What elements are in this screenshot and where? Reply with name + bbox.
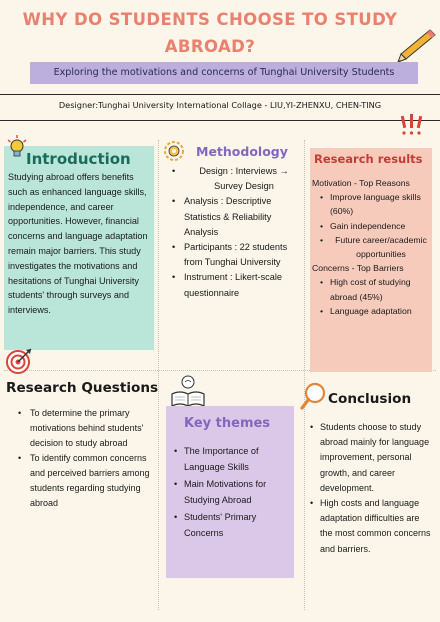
- open-book-icon: [168, 374, 208, 410]
- motivation-label: Motivation - Top Reasons: [312, 178, 410, 188]
- magnifier-icon: [300, 380, 328, 412]
- conclusion-item: • Students choose to study abroad mainly for language improvement, personal growth, and career development.: [308, 420, 434, 496]
- concern-item: • Language adaptation: [318, 304, 432, 318]
- conclusion-item: • High costs and language adaptation difficulties are the most common concerns and barriers.: [308, 496, 434, 557]
- pencil-icon: [396, 28, 436, 64]
- methodology-heading: Methodology: [196, 144, 288, 159]
- research-results-body: [312, 176, 432, 318]
- gears-icon: [162, 138, 188, 164]
- exclamation-icon: [398, 112, 426, 136]
- lightbulb-icon: [6, 134, 28, 162]
- motivation-item: • Improve language skills (60%): [318, 190, 432, 218]
- designer-credit: Designer:Tunghai University International Collage - LIU,YI-ZHENXU, CHEN-TING: [58, 100, 382, 110]
- key-theme-item: • Main Motivations for Studying Abroad: [174, 477, 296, 508]
- methodology-item: • Participants : 22 students from Tunghai University: [172, 240, 304, 270]
- introduction-heading: Introduction: [26, 150, 131, 168]
- research-questions-heading: Research Questions: [6, 380, 159, 396]
- research-results-heading: Research results: [314, 152, 423, 166]
- research-question-item: • To identify common concerns and perceived barriers among students regarding studying abroad: [12, 451, 152, 511]
- target-icon: [4, 346, 34, 376]
- motivation-item: • Gain independence: [318, 219, 432, 233]
- key-themes-heading: Key themes: [184, 416, 271, 431]
- methodology-item: • Design : Interviews → Survey Design: [172, 164, 304, 194]
- page-title: WHY DO STUDENTS CHOOSE TO STUDY ABROAD?: [22, 10, 398, 56]
- separator-right: [304, 140, 305, 610]
- introduction-body: Studying abroad offers benefits such as enhanced language skills, independence, and career opportunities. However, financial concerns and language adaptation remain major barriers. This study investigates the motivations and hesitations of Tunghai University students' through surveys and interviews.: [8, 172, 148, 316]
- research-questions-list: [12, 406, 152, 511]
- conclusion-heading: Conclusion: [328, 391, 412, 407]
- methodology-list: [172, 164, 304, 301]
- methodology-item: • Instrument : Likert-scale questionnaire: [172, 270, 304, 300]
- concern-item: • High cost of studying abroad (45%): [318, 275, 432, 303]
- motivation-list: [318, 190, 432, 261]
- divider-top: [0, 94, 440, 95]
- key-themes-list: [174, 444, 296, 544]
- divider-bottom: [0, 120, 440, 121]
- methodology-item: • Analysis : Descriptive Statistics & Reliability Analysis: [172, 194, 304, 240]
- key-theme-item: • Students' Primary Concerns: [174, 510, 296, 541]
- concerns-list: [318, 275, 432, 318]
- key-theme-item: • The Importance of Language Skills: [174, 444, 296, 475]
- separator-left: [158, 140, 159, 610]
- motivation-item: • Future career/academic opportunities: [318, 233, 432, 261]
- subtitle-band: Exploring the motivations and concerns of Tunghai University Students: [30, 62, 418, 84]
- conclusion-list: [308, 420, 434, 557]
- research-question-item: • To determine the primary motivations behind students' decision to study abroad: [12, 406, 152, 451]
- concerns-label: Concerns - Top Barriers: [312, 263, 404, 274]
